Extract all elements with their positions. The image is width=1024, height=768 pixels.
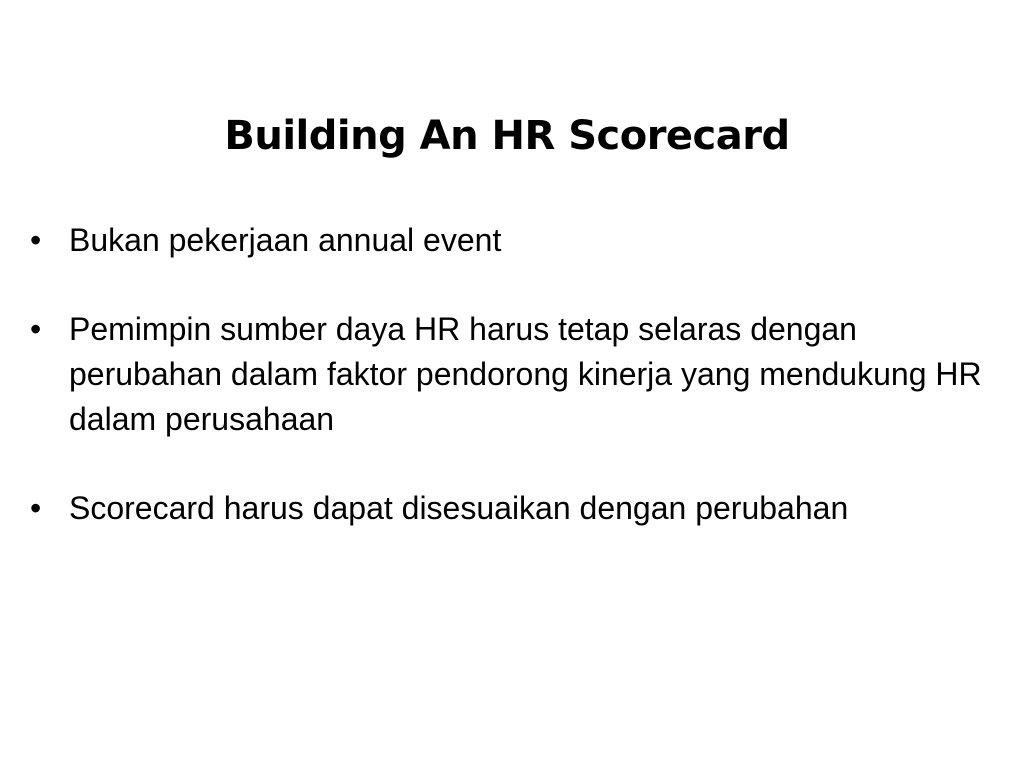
bullet-item [30, 218, 990, 263]
bullet-marker: • [30, 490, 42, 526]
bullet-text: Pemimpin sumber daya HR harus tetap selaras dengan perubahan dalam faktor pendorong kinerja yang mendukung HR dalam perusahaan [69, 311, 982, 437]
bullet-item [30, 486, 990, 531]
bullet-item [30, 307, 990, 442]
slide-title: Building An HR Scorecard [224, 113, 790, 159]
bullet-text: Scorecard harus dapat disesuaikan dengan perubahan [69, 490, 849, 526]
bullet-list [30, 218, 990, 531]
bullet-marker: • [30, 222, 42, 258]
bullet-marker: • [30, 311, 42, 347]
bullet-text: Bukan pekerjaan annual event [69, 222, 502, 258]
